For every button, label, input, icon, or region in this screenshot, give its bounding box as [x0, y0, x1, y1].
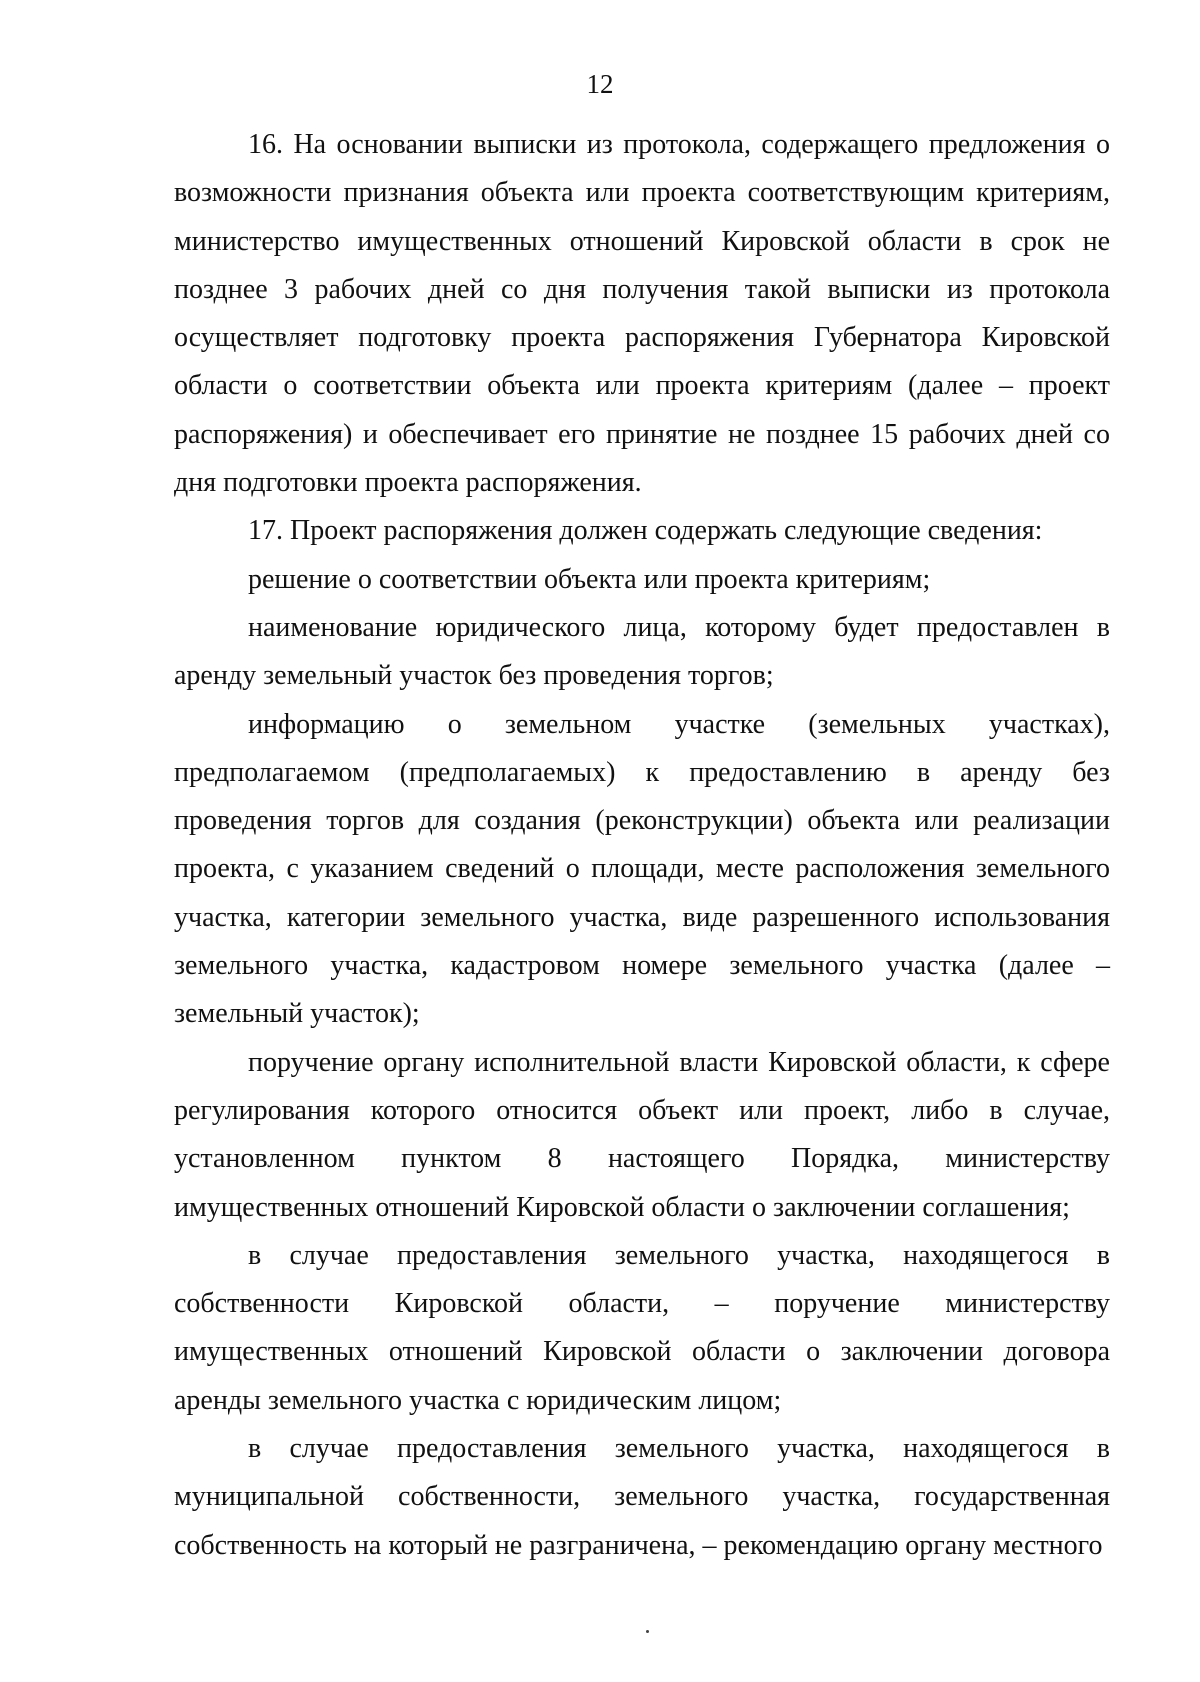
paragraph-legal-entity: наименование юридического лица, которому будет предоставлен в аренду земельный участок без проведения торгов;: [174, 611, 1110, 692]
page-number: 12: [586, 69, 614, 99]
paragraph-instruction-authority: поручение органу исполнительной власти Кировской области, к сфере регулирования которого относится объект или проект, либо в случае, установленном пунктом 8 настоящего Порядка, министерству имущественных отношений Кировской области о заключении соглашения;: [174, 1046, 1110, 1223]
scan-speck: [646, 1630, 649, 1633]
paragraph-16: 16. На основании выписки из протокола, содержащего предложения о возможности признания объекта или проекта соответствующим критериям, министерство имущественных отношений Кировской области в срок не позднее 3 рабочих дней со дня получения такой выписки из протокола осуществляет подготовку проекта распоряжения Губернатора Кировской области о соответствии объекта или проекта критериям (далее – проект распоряжения) и обеспечивает его принятие не позднее 15 рабочих дней со дня подготовки проекта распоряжения.: [174, 129, 1110, 499]
paragraph-decision: решение о соответствии объекта или проекта критериям;: [248, 563, 931, 595]
paragraph-17-intro: 17. Проект распоряжения должен содержать следующие сведения:: [248, 515, 1043, 547]
paragraph-regional-property: в случае предоставления земельного участка, находящегося в собственности Кировской области, – поручение министерству имущественных отношений Кировской области о заключении договора аренды земельного участка с юридическим лицом;: [174, 1239, 1110, 1416]
document-body: [174, 121, 1110, 1570]
paragraph-land-plot-info: информацию о земельном участке (земельных участках), предполагаемом (предполагаемых) к предоставлению в аренду без проведения торгов для создания (реконструкции) объекта или реализации проекта, с указанием сведений о площади, месте расположения земельного участка, категории земельного участка, виде разрешенного использования земельного участка, кадастровом номере земельного участка (далее – земельный участок);: [174, 708, 1110, 1030]
paragraph-municipal-property: в случае предоставления земельного участка, находящегося в муниципальной собственности, земельного участка, государственная собственность на который не разграничена, – рекомендацию органу местного: [174, 1433, 1110, 1561]
